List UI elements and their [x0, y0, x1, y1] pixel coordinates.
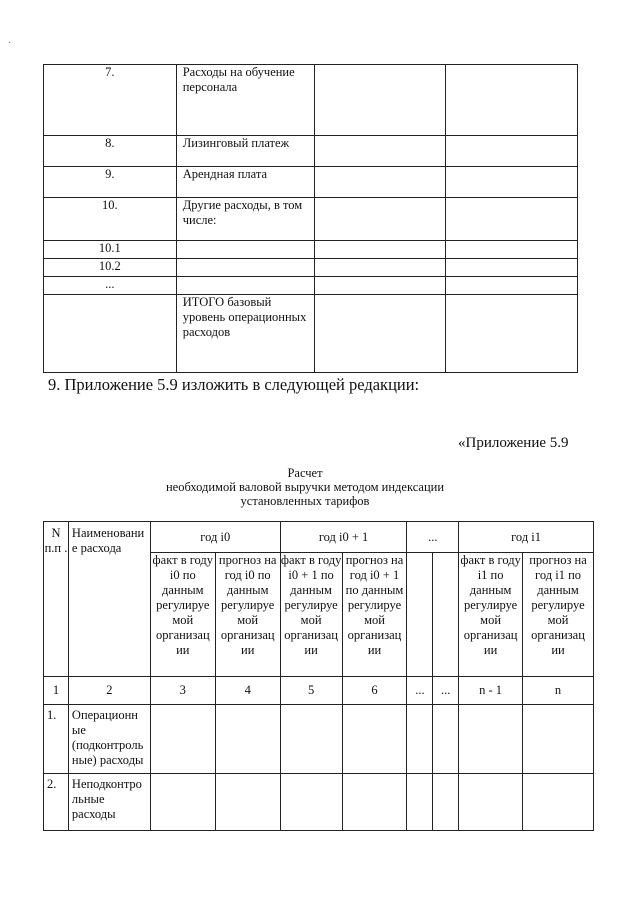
- table-row: [44, 277, 578, 295]
- table-row: [44, 136, 578, 167]
- cell: [446, 136, 578, 167]
- column-number-row: [44, 677, 594, 705]
- row-number: ...: [44, 277, 177, 295]
- col-number: 2: [68, 677, 150, 705]
- cell: [314, 198, 446, 241]
- row-number: [44, 295, 177, 373]
- cell: [459, 774, 523, 831]
- cell: [446, 198, 578, 241]
- cell: [407, 705, 433, 774]
- cell: [446, 259, 578, 277]
- cell: [523, 705, 594, 774]
- row-name: Лизинговый платеж: [176, 136, 314, 167]
- title-line-1: Расчет: [287, 466, 323, 480]
- table-row: [44, 167, 578, 198]
- cell: [314, 167, 446, 198]
- subheader-empty: [407, 553, 433, 677]
- header-row: [44, 522, 594, 553]
- col-number: 5: [280, 677, 342, 705]
- col-number: 1: [44, 677, 69, 705]
- cell: [446, 167, 578, 198]
- cell: [314, 259, 446, 277]
- subheader-forecast-i0-plus-1: прогноз на год i0 + 1 по данным регулируе мой организац ии: [342, 553, 407, 677]
- operating-expenses-table: [43, 64, 578, 373]
- row-number: 2.: [44, 774, 69, 831]
- cell: [314, 65, 446, 136]
- col-number: ...: [433, 677, 459, 705]
- year-i0-header: год i0: [150, 522, 280, 553]
- row-name: Арендная плата: [176, 167, 314, 198]
- col-number: n: [523, 677, 594, 705]
- cell: [523, 774, 594, 831]
- name-header: Наименовани е расхода: [68, 522, 150, 677]
- cell: [446, 65, 578, 136]
- number-header: N п.п .: [44, 522, 69, 677]
- table-row: [44, 295, 578, 373]
- col-number: n - 1: [459, 677, 523, 705]
- cell: [459, 705, 523, 774]
- cell: [280, 774, 342, 831]
- row-name: Неподконтро льные расходы: [68, 774, 150, 831]
- row-number: 10.1: [44, 241, 177, 259]
- table-row: [44, 774, 594, 831]
- subheader-fact-i0-plus-1: факт в году i0 + 1 по данным регулируе мой организац ии: [280, 553, 342, 677]
- table-row: [44, 241, 578, 259]
- cell: [446, 277, 578, 295]
- cell: [314, 241, 446, 259]
- table-row: [44, 198, 578, 241]
- total-row-name: ИТОГО базовый уровень операционных расходов: [176, 295, 314, 373]
- row-name: Операционн ые (подконтроль ные) расходы: [68, 705, 150, 774]
- row-name: [176, 259, 314, 277]
- subheader-forecast-i1: прогноз на год i1 по данным регулируе мой организац ии: [523, 553, 594, 677]
- cell: [433, 705, 459, 774]
- col-number: 4: [215, 677, 280, 705]
- appendix-label: «Приложение 5.9: [458, 435, 569, 451]
- cell: [215, 774, 280, 831]
- col-number: 6: [342, 677, 407, 705]
- subheader-empty: [433, 553, 459, 677]
- cell: [407, 774, 433, 831]
- cell: [446, 241, 578, 259]
- row-name: [176, 277, 314, 295]
- cell: [150, 705, 215, 774]
- year-i1-header: год i1: [459, 522, 594, 553]
- row-number: 1.: [44, 705, 69, 774]
- cell: [215, 705, 280, 774]
- cell: [446, 295, 578, 373]
- row-name: Другие расходы, в том числе:: [176, 198, 314, 241]
- cell: [150, 774, 215, 831]
- row-number: 10.: [44, 198, 177, 241]
- title-line-3: установленных тарифов: [240, 494, 370, 508]
- row-number: 10.2: [44, 259, 177, 277]
- cell: [314, 136, 446, 167]
- subheader-fact-i0: факт в году i0 по данным регулируе мой организац ии: [150, 553, 215, 677]
- cell: [433, 774, 459, 831]
- col-number: ...: [407, 677, 433, 705]
- table-row: [44, 705, 594, 774]
- row-number: 7.: [44, 65, 177, 136]
- year-i0-plus-1-header: год i0 + 1: [280, 522, 407, 553]
- row-name: [176, 241, 314, 259]
- table-row: [44, 259, 578, 277]
- table-row: [44, 65, 578, 136]
- row-name: Расходы на обучение персонала: [176, 65, 314, 136]
- amendment-paragraph: 9. Приложение 5.9 изложить в следующей редакции:: [48, 375, 420, 394]
- row-number: 9.: [44, 167, 177, 198]
- cell: [314, 277, 446, 295]
- cell: [280, 705, 342, 774]
- revenue-calculation-table: [43, 521, 594, 831]
- cell: [314, 295, 446, 373]
- title-line-2: необходимой валовой выручки методом индексации: [165, 480, 445, 494]
- ellipsis-header: ...: [407, 522, 459, 553]
- col-number: 3: [150, 677, 215, 705]
- subheader-forecast-i0: прогноз на год i0 по данным регулируе мой организац ии: [215, 553, 280, 677]
- cell: [342, 774, 407, 831]
- scan-artifact: ·: [8, 38, 12, 49]
- cell: [342, 705, 407, 774]
- subheader-fact-i1: факт в году i1 по данным регулируе мой организац ии: [459, 553, 523, 677]
- row-number: 8.: [44, 136, 177, 167]
